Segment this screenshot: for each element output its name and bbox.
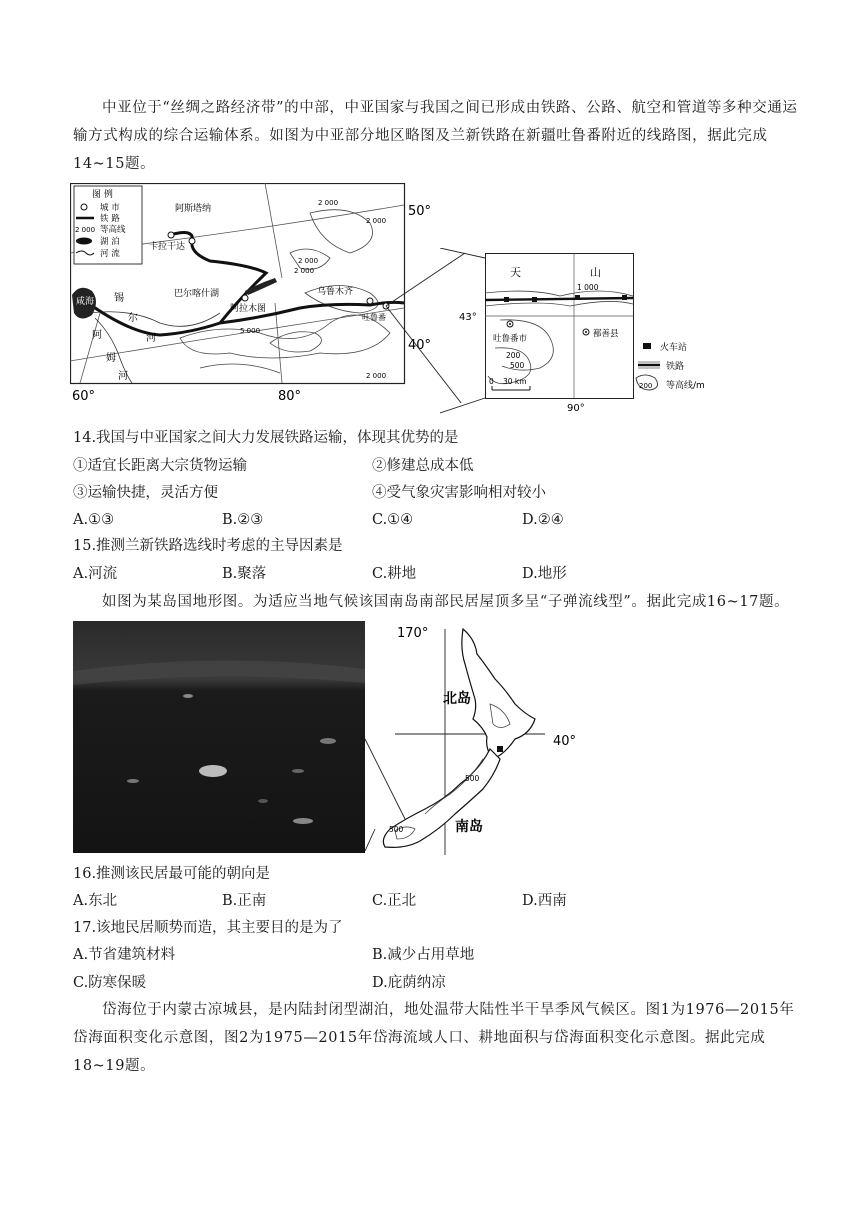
lake-aral: 咸海: [76, 297, 95, 307]
q17-option-c: C.防寒保暖: [73, 975, 147, 991]
q14-option-b: B.②③: [222, 512, 264, 528]
river-char-1: 锡: [114, 293, 124, 304]
lon-label-60: 60°: [72, 389, 96, 403]
q14-item-3: ③运输快捷，灵活方便: [73, 485, 218, 501]
contour-1000: 1 000: [577, 283, 599, 292]
lat-label-50: 50°: [408, 204, 432, 219]
q15-option-c: C.耕地: [372, 566, 417, 582]
lon-label-80: 80°: [278, 389, 302, 403]
intro-paragraph-3: 岱海位于内蒙古凉城县，是内陆封闭型湖泊，地处温带大陆性半干旱季风气候区。图1为1976—2015年岱海面积变化示意图，图2为1975—2015年岱海流域人口、耕地面积与岱海面积变化示意图。据此完成18~19题。: [73, 1002, 795, 1074]
legend-rail: 铁路: [666, 362, 685, 372]
island-country-map: [365, 619, 595, 859]
contour-label: 2 000: [318, 199, 339, 207]
q15-stem: 15.推测兰新铁路选线时考虑的主导因素是: [73, 538, 343, 554]
legend-item-contour: 等高线: [100, 225, 126, 235]
legend-station: 火车站: [660, 343, 688, 353]
legend-item-lake: 湖 泊: [100, 237, 120, 247]
tianshan-char-1: 天: [510, 266, 521, 279]
contour-500: 500: [465, 774, 480, 783]
legend-item-river: 河 流: [100, 249, 120, 259]
contour-label: 5 000: [240, 327, 261, 335]
q14-item-1: ①适宜长距离大宗货物运输: [73, 458, 247, 474]
q17-option-b: B.减少占用草地: [372, 947, 475, 963]
q16-option-b: B.正南: [222, 893, 267, 909]
q17-option-d: D.庇荫纳凉: [372, 975, 446, 991]
q16-option-d: D.西南: [522, 893, 567, 909]
q16-option-c: C.正北: [372, 893, 417, 909]
q15-option-d: D.地形: [522, 566, 567, 582]
city-turpan: 吐鲁番: [362, 313, 386, 322]
scale-30km: 30 km: [503, 377, 527, 386]
legend-contour: 等高线/m: [666, 381, 705, 391]
legend-title: 图 例: [92, 190, 113, 200]
legend-contour-value: 2 000: [75, 226, 96, 234]
contour-200: 200: [506, 351, 521, 360]
south-island-label: 南岛: [455, 819, 483, 835]
intro-paragraph-2: 如图为某岛国地形图。为适应当地气候该国南岛南部民居屋顶多呈“子弹流线型”。据此完成16~17题。: [102, 594, 790, 610]
contour-label: 2 000: [298, 257, 319, 265]
lon-label-170: 170°: [397, 626, 429, 641]
q16-option-a: A.东北: [73, 893, 118, 909]
tianshan-char-2: 山: [590, 266, 601, 279]
q14-option-d: D.②④: [522, 512, 564, 528]
contour-label: 2 000: [366, 217, 387, 225]
q14-item-2: ②修建总成本低: [372, 458, 474, 474]
intro-paragraph-1: 中亚位于“丝绸之路经济带”的中部，中亚国家与我国之间已形成由铁路、公路、航空和管道等多种交通运输方式构成的综合运输体系。如图为中亚部分地区略图及兰新铁路在新疆吐鲁番附近的线路图，据此完成14~15题。: [73, 100, 798, 172]
river-char-3: 河: [146, 333, 156, 344]
house-photo: [73, 621, 365, 853]
city-karaganda: 卡拉干达: [149, 242, 186, 252]
legend-item-city: 城 市: [100, 203, 120, 213]
lat-label-43: 43°: [459, 312, 477, 323]
north-island-label: 北岛: [443, 691, 471, 707]
contour-500: 500: [510, 361, 525, 370]
town-turpan-city: 吐鲁番市: [493, 334, 528, 344]
legend-contour-value: 200: [639, 382, 653, 390]
scale-zero: 0: [489, 377, 494, 386]
river-char-4: 阿: [92, 330, 102, 341]
q14-stem: 14.我国与中亚国家之间大力发展铁路运输，体现其优势的是: [73, 430, 459, 446]
q14-option-a: A.①③: [73, 512, 115, 528]
q17-stem: 17.该地民居顺势而造，其主要目的是为了: [73, 920, 343, 936]
river-char-6: 河: [118, 371, 128, 382]
turpan-inset-map: [440, 248, 740, 418]
q14-item-4: ④受气象灾害影响相对较小: [372, 485, 546, 501]
city-almaty: 阿拉木图: [230, 304, 267, 314]
lat-label-40: 40°: [408, 338, 432, 353]
q15-option-a: A.河流: [73, 566, 118, 582]
contour-label: 2 000: [294, 267, 315, 275]
city-astana: 阿斯塔纳: [175, 204, 212, 214]
lon-label-90: 90°: [567, 403, 585, 414]
lake-balkhash: 巴尔喀什湖: [174, 289, 220, 299]
q14-option-c: C.①④: [372, 512, 414, 528]
river-char-5: 姆: [106, 353, 116, 364]
legend-item-rail: 铁 路: [100, 214, 120, 224]
central-asia-map: [70, 183, 465, 403]
town-shanshan: 鄯善县: [593, 329, 619, 339]
q16-stem: 16.推测该民居最可能的朝向是: [73, 866, 271, 882]
q15-option-b: B.聚落: [222, 566, 267, 582]
lat-label-40: 40°: [553, 734, 577, 749]
river-char-2: 尔: [128, 313, 138, 324]
city-urumqi: 乌鲁木齐: [317, 287, 354, 297]
contour-500: 500: [389, 825, 404, 834]
q17-option-a: A.节省建筑材料: [73, 947, 176, 963]
contour-label: 2 000: [366, 372, 387, 380]
